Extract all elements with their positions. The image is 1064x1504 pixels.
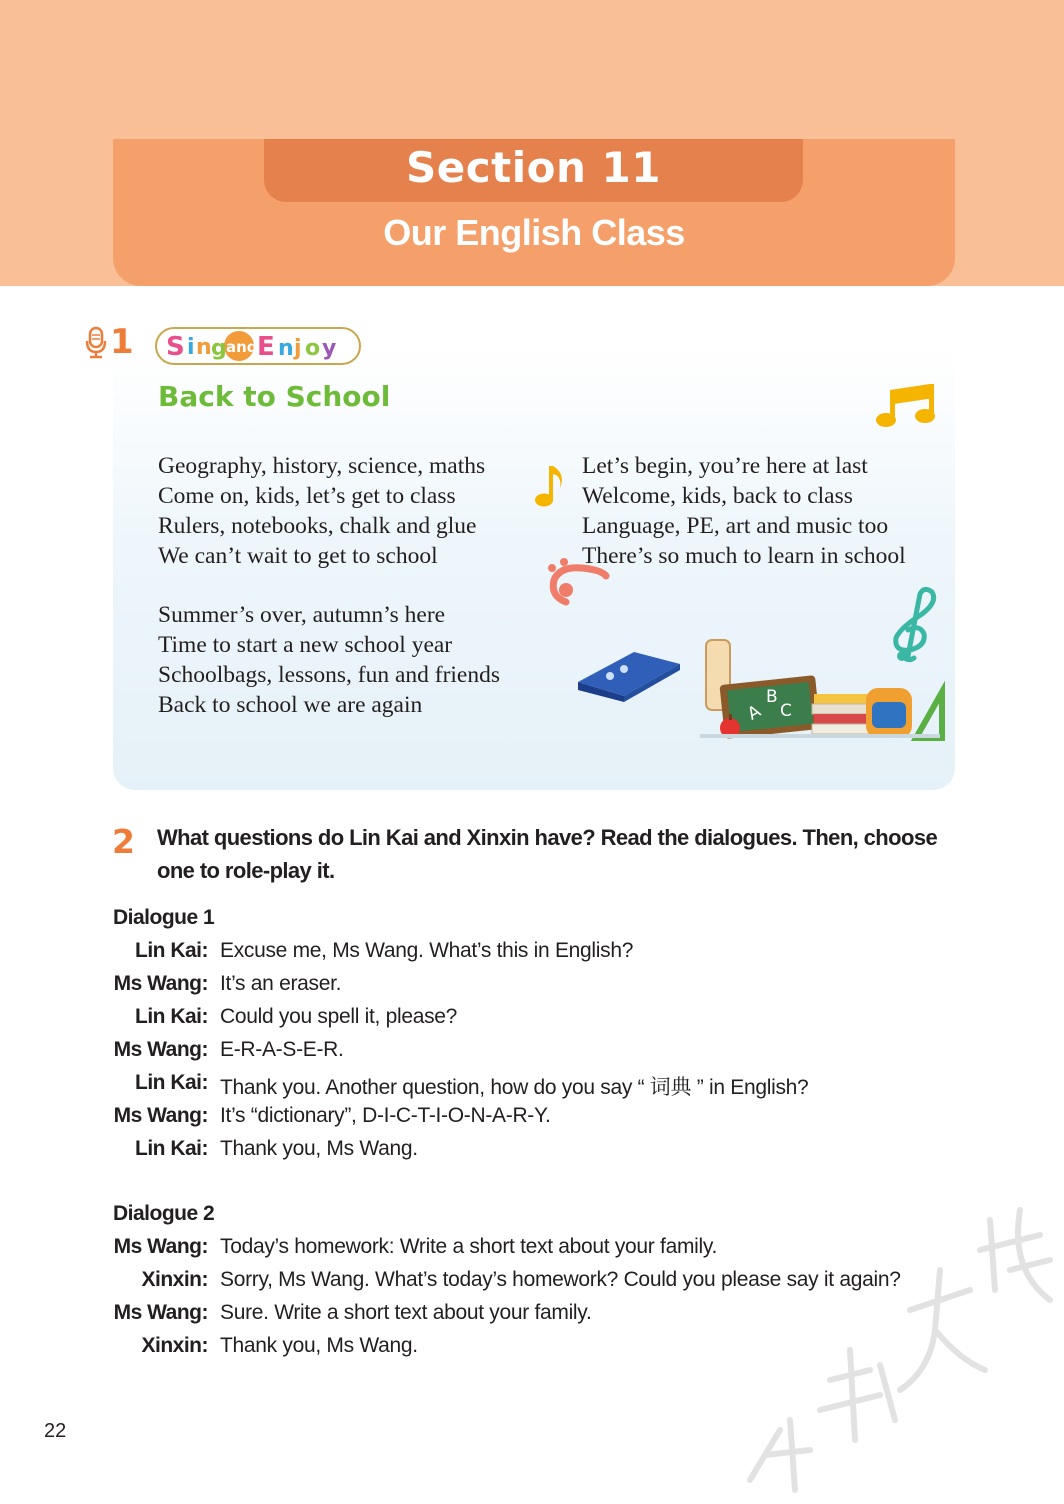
dialogue-speaker: Ms Wang: [113,972,208,995]
dialogue-line: Excuse me, Ms Wang. What’s this in English? [220,939,634,962]
lyric-line: Welcome, kids, back to class [582,483,853,509]
dialogue-speaker: Ms Wang: [113,1038,208,1061]
dialogue-speaker: Lin Kai: [135,1137,208,1160]
dialogue-speaker: Lin Kai: [135,1071,208,1094]
logo-letter: o [305,336,321,361]
dialogue-line: It’s an eraser. [220,972,342,995]
lyric-line: There’s so much to learn in school [582,543,906,569]
blackboard-letter: C [780,701,792,721]
dialogue-line: Sure. Write a short text about your family. [220,1301,592,1324]
dialogue-line: Today’s homework: Write a short text about your family. [220,1235,718,1258]
dialogue-line: Sorry, Ms Wang. What’s today’s homework? Could you please say it again? [220,1268,901,1291]
dialogue-speaker: Xinxin: [141,1268,208,1291]
dialogue-line: Could you spell it, please? [220,1005,458,1028]
logo-letter: and [226,338,258,356]
lyric-line: Back to school we are again [158,692,423,718]
dialogue-line: Thank you, Ms Wang. [220,1137,418,1160]
section-number: Section 11 [406,143,661,192]
dialogue-2-heading: Dialogue 2 [113,1202,215,1225]
logo-letter: E [257,332,275,362]
logo-letter: i [187,335,195,360]
eighth-note-icon [530,462,570,512]
publisher-watermark [720,1180,1064,1504]
logo-letter: g [211,336,227,361]
page-number: 22 [44,1420,67,1442]
logo-letter: n [196,335,212,360]
blue-binder-icon [574,638,684,704]
lyric-line: Come on, kids, let’s get to class [158,483,456,509]
lyric-line: We can’t wait to get to school [158,543,438,569]
lyric-line: Rulers, notebooks, chalk and glue [158,513,477,539]
sing-and-enjoy-logo [154,324,364,368]
lyric-line: Time to start a new school year [158,632,453,658]
logo-letter: j [294,336,302,361]
song-title: Back to School [158,380,391,413]
lyric-line: Geography, history, science, maths [158,453,486,479]
lyric-line: Let’s begin, you’re here at last [582,453,868,479]
blackboard-letter: A [744,701,765,725]
microphone-icon [84,326,108,360]
dialogue-speaker: Lin Kai: [135,939,208,962]
blackboard-letter: B [766,687,778,707]
dialogue-line: Thank you, Ms Wang. [220,1334,418,1357]
dialogue-speaker: Lin Kai: [135,1005,208,1028]
activity-2-number: 2 [112,822,135,861]
lyric-line: Language, PE, art and music too [582,513,889,539]
lyric-line: Summer’s over, autumn’s here [158,602,446,628]
dialogue-line: Thank you. Another question, how do you say “ 词典 ” in English? [220,1076,809,1099]
dialogue-line: E-R-A-S-E-R. [220,1038,344,1061]
section-title: Our English Class [383,212,685,253]
dialogue-speaker: Ms Wang: [113,1104,208,1127]
school-supplies-illustration [696,634,946,742]
lyric-line: Schoolbags, lessons, fun and friends [158,662,501,688]
dialogue-line: It’s “dictionary”, D-I-C-T-I-O-N-A-R-Y. [220,1104,551,1127]
dialogue-speaker: Xinxin: [141,1334,208,1357]
activity-1-number: 1 [110,322,134,362]
beamed-notes-icon [872,380,944,432]
dialogue-1-heading: Dialogue 1 [113,906,215,929]
dialogue-speaker: Ms Wang: [113,1235,208,1258]
logo-letter: n [278,336,294,361]
dialogue-speaker: Ms Wang: [113,1301,208,1324]
logo-letter: S [166,332,185,362]
bass-clef-icon [544,556,614,612]
activity-2-instruction: What questions do Lin Kai and Xinxin have? Read the dialogues. Then, choose one to role-play it. [157,825,938,883]
logo-letter: y [322,336,337,361]
